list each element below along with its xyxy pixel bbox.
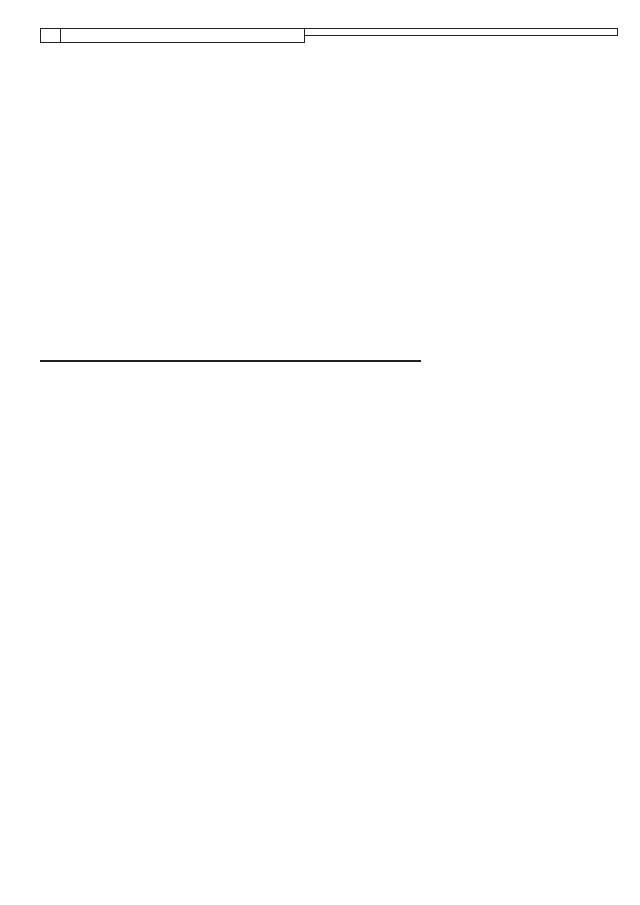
col-no-header	[41, 29, 61, 43]
s7-col-end	[356, 361, 421, 362]
col-group-header	[305, 29, 618, 36]
s7-col-no	[41, 361, 61, 362]
schedule-table	[40, 360, 421, 362]
s7-col-name	[61, 361, 291, 362]
s7-col-start	[291, 361, 356, 362]
col-name-header	[61, 29, 305, 43]
financial-needs-table	[40, 28, 618, 43]
